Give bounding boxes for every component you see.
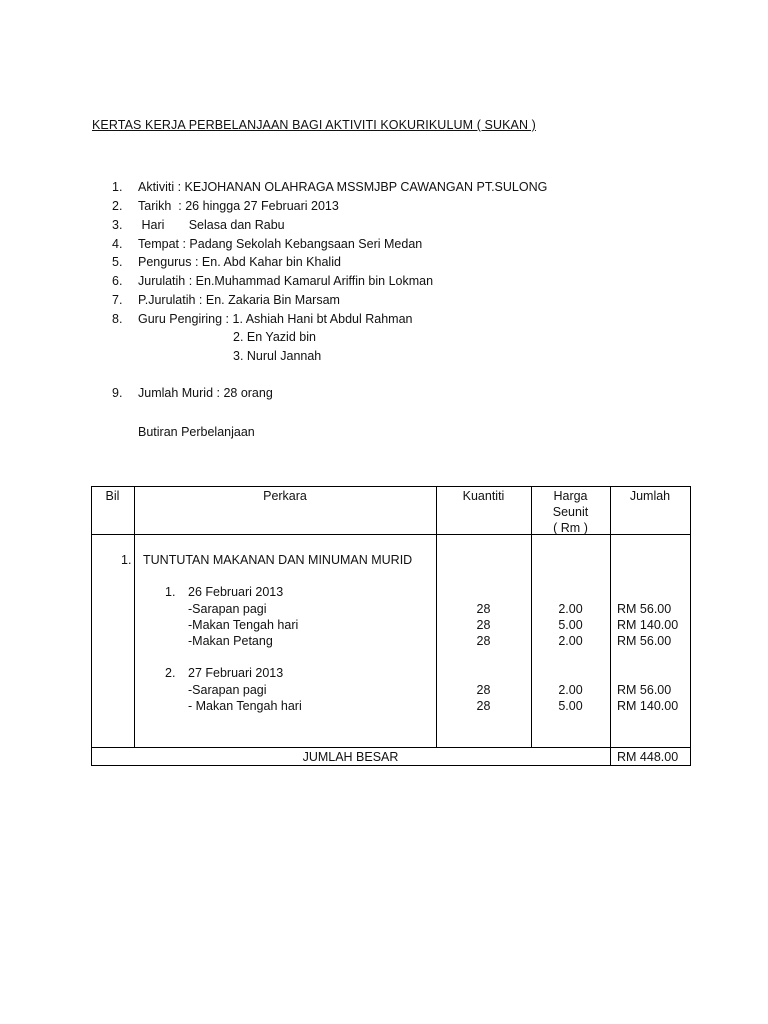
day1-total-1: RM 56.00 — [617, 602, 672, 616]
header-jumlah: Jumlah — [629, 489, 671, 503]
header-perkara: Perkara — [263, 489, 307, 503]
table-border-right — [690, 486, 691, 766]
list-item-aktiviti: 1. Aktiviti : KEJOHANAN OLAHRAGA MSSMJBP CAWANGAN PT.SULONG — [112, 180, 548, 194]
day1-total-3: RM 56.00 — [617, 634, 672, 648]
list-item-tarikh: 2. Tarikh : 26 hingga 27 Februari 2013 — [112, 199, 339, 213]
header-harga-3: ( Rm ) — [553, 521, 588, 535]
header-harga-2: Seunit — [552, 505, 589, 519]
list-item-hari: 3. Hari Selasa dan Rabu — [112, 218, 285, 232]
expense-table — [91, 486, 691, 766]
day2-price-1: 2.00 — [558, 683, 583, 697]
list-item-tempat: 4. Tempat : Padang Sekolah Kebangsaan Seri Medan — [112, 237, 423, 251]
guru-pengiring-3: 3. Nurul Jannah — [233, 349, 322, 363]
day1-label: 1. — [165, 585, 176, 599]
day2-item-1: -Sarapan pagi — [188, 683, 267, 697]
day1-date: 26 Februari 2013 — [188, 585, 284, 599]
day2-qty-1: 28 — [476, 683, 491, 697]
grand-total-value: RM 448.00 — [617, 750, 679, 764]
table-border-left — [91, 486, 92, 766]
day2-date: 27 Februari 2013 — [188, 666, 284, 680]
row-bil: 1. — [121, 553, 132, 567]
day2-qty-2: 28 — [476, 699, 491, 713]
table-border-bottom — [91, 765, 691, 766]
header-kuantiti: Kuantiti — [462, 489, 505, 503]
day1-total-2: RM 140.00 — [617, 618, 679, 632]
day1-price-3: 2.00 — [558, 634, 583, 648]
day2-total-2: RM 140.00 — [617, 699, 679, 713]
list-item-guru-pengiring: 8. Guru Pengiring : 1. Ashiah Hani bt Abdul Rahman — [112, 312, 413, 326]
grand-total-label: JUMLAH BESAR — [302, 750, 399, 764]
list-item-jurulatih: 6. Jurulatih : En.Muhammad Kamarul Ariffin bin Lokman — [112, 274, 434, 288]
col-divider-bil — [134, 486, 135, 748]
day2-total-1: RM 56.00 — [617, 683, 672, 697]
list-item-pengurus: 5. Pengurus : En. Abd Kahar bin Khalid — [112, 255, 341, 269]
day1-item-2: -Makan Tengah hari — [188, 618, 299, 632]
header-bil: Bil — [105, 489, 120, 503]
day2-item-2: - Makan Tengah hari — [188, 699, 302, 713]
day2-label: 2. — [165, 666, 176, 680]
document-title: KERTAS KERJA PERBELANJAAN BAGI AKTIVITI KOKURIKULUM ( SUKAN ) — [92, 118, 536, 132]
day1-price-2: 5.00 — [558, 618, 583, 632]
day1-item-3: -Makan Petang — [188, 634, 273, 648]
row-title: TUNTUTAN MAKANAN DAN MINUMAN MURID — [143, 553, 413, 567]
table-border-top — [91, 486, 691, 487]
list-item-p-jurulatih: 7. P.Jurulatih : En. Zakaria Bin Marsam — [112, 293, 340, 307]
table-total-divider — [91, 747, 691, 748]
day1-price-1: 2.00 — [558, 602, 583, 616]
list-item-jumlah-murid: 9. Jumlah Murid : 28 orang — [112, 386, 273, 400]
day1-item-1: -Sarapan pagi — [188, 602, 267, 616]
header-harga-1: Harga — [553, 489, 588, 503]
guru-pengiring-2: 2. En Yazid bin — [233, 330, 316, 344]
col-divider-harga — [610, 486, 611, 766]
day2-price-2: 5.00 — [558, 699, 583, 713]
day1-qty-2: 28 — [476, 618, 491, 632]
day1-qty-1: 28 — [476, 602, 491, 616]
butiran-heading: Butiran Perbelanjaan — [138, 425, 255, 439]
day1-qty-3: 28 — [476, 634, 491, 648]
